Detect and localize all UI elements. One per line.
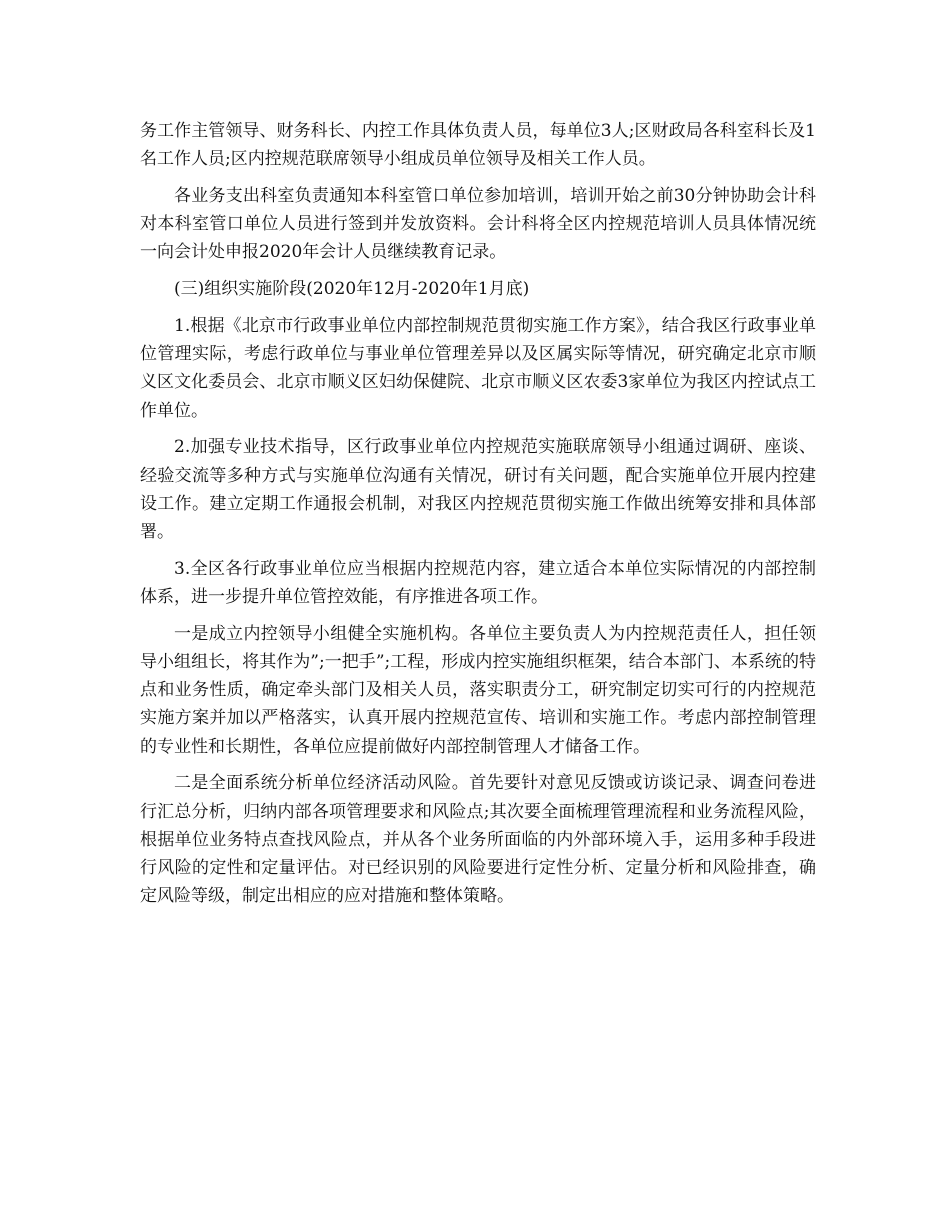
paragraph-1: 务工作主管领导、财务科长、内控工作具体负责人员，每单位3人;区财政局各科室科长及1名工作人员;区内控规范联席领导小组成员单位领导及相关工作人员。 [140,121,816,170]
paragraph-2: 各业务支出科室负责通知本科室管口单位参加培训，培训开始之前30分钟协助会计科对本科室管口单位人员进行签到并发放资料。会计科将全区内控规范培训人员具体情况统一向会计处申报2020年会计人员继续教育记录。 [140,186,816,263]
paragraph-point-1: 一是成立内控领导小组健全实施机构。各单位主要负责人为内控规范责任人，担任领导小组组长，将其作为”;一把手”;工程，形成内控实施组织框架，结合本部门、本系统的特点和业务性质，确定牵头部门及相关人员，落实职责分工，研究制定切实可行的内控规范实施方案并加以严格落实，认真开展内控规范宣传、培训和实施工作。考虑内部控制管理的专业性和长期性，各单位应提前做好内部控制管理人才储备工作。 [140,623,816,757]
paragraph-item-3: 3.全区各行政事业单位应当根据内控规范内容，建立适合本单位实际情况的内部控制体系，进一步提升单位管控效能，有序推进各项工作。 [140,558,816,608]
paragraph-item-2: 2.加强专业技术指导，区行政事业单位内控规范实施联席领导小组通过调研、座谈、经验交流等多种方式与实施单位沟通有关情况，研讨有关问题，配合实施单位开展内控建设工作。建立定期工作通报会机制，对我区内控规范贯彻实施工作做出统筹安排和具体部署。 [140,437,816,543]
document-body [140,117,816,919]
paragraph-item-1: 1.根据《北京市行政事业单位内部控制规范贯彻实施工作方案》，结合我区行政事业单位管理实际，考虑行政单位与事业单位管理差异以及区属实际等情况，研究确定北京市顺义区文化委员会、北京市顺义区妇幼保健院、北京市顺义区农委3家单位为我区内控试点工作单位。 [140,316,816,421]
paragraph-point-2: 二是全面系统分析单位经济活动风险。首先要针对意见反馈或访谈记录、调查问卷进行汇总分析，归纳内部各项管理要求和风险点;其次要全面梳理管理流程和业务流程风险，根据单位业务特点查找风险点，并从各个业务所面临的内外部环境入手，运用多种手段进行风险的定性和定量评估。对已经识别的风险要进行定性分析、定量分析和风险排查，确定风险等级，制定出相应的应对措施和整体策略。 [140,773,816,907]
section-heading: (三)组织实施阶段(2020年12月-2020年1月底) [174,279,530,300]
